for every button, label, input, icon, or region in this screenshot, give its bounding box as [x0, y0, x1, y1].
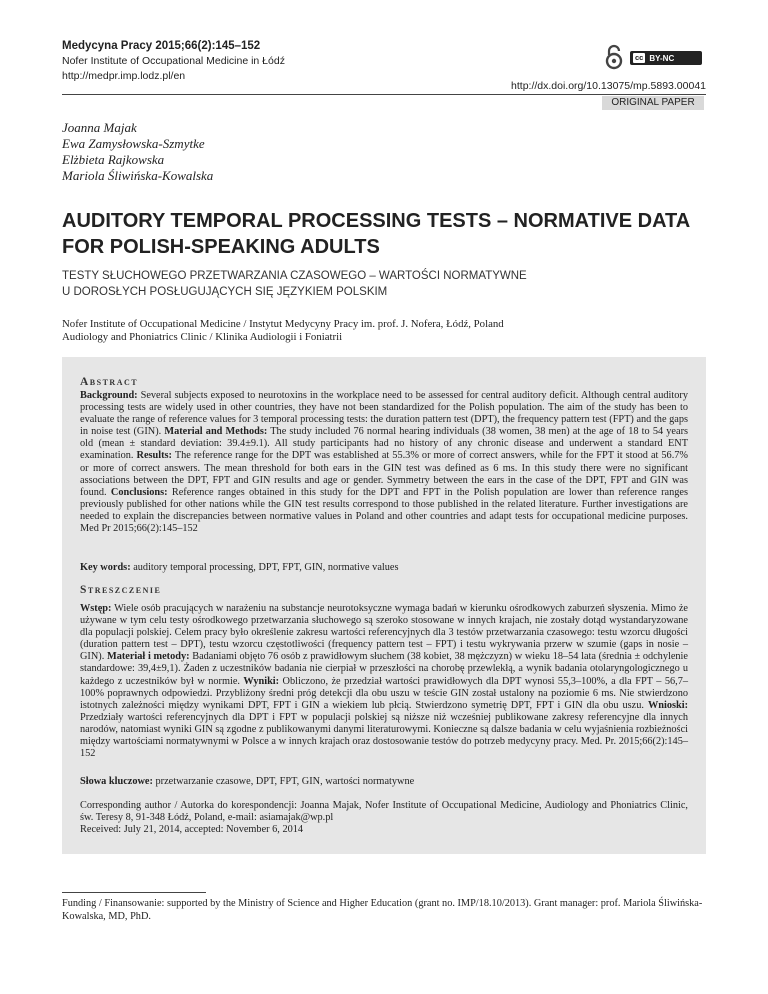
methods-text: The study included 76 normal hearing individuals (38 women, 38 men) at the age of 18 to 54 years old (mean ± standard deviation: 39.4±9.1). All study participants had no history of any chronic disease and underwent a standard ENT examination. [80, 426, 689, 462]
header-divider [62, 94, 706, 95]
paper-type-label: ORIGINAL PAPER [602, 96, 704, 110]
article-title-line: AUDITORY TEMPORAL PROCESSING TESTS – NORMATIVE DATA [62, 210, 691, 232]
article-title-polish-line: U DOROSŁYCH POSŁUGUJĄCYCH SIĘ JĘZYKIEM POLSKIM [62, 286, 388, 298]
wyniki-label: Wyniki: [243, 675, 280, 687]
journal-institute: Nofer Institute of Occupational Medicine in Łódź [62, 55, 285, 67]
keywords-text: auditory temporal processing, DPT, FPT, GIN, normative values [130, 562, 399, 573]
journal-name: Medycyna Pracy 2015;66(2):145–152 [62, 40, 261, 52]
article-title-polish [62, 268, 722, 300]
author: Elżbieta Rajkowska [62, 152, 165, 167]
article-title-polish-line: TESTY SŁUCHOWEGO PRZETWARZANIA CZASOWEGO – WARTOŚCI NORMATYWNE [62, 270, 527, 282]
license-label: BY-NC [649, 53, 675, 63]
results-label: Results: [136, 450, 172, 462]
slowa-kluczowe-label: Słowa kluczowe: [80, 776, 153, 787]
cc-icon: cc [632, 52, 646, 64]
wstep-text: Wiele osób pracujących w narażeniu na substancje neurotoksyczne wymaga badań w kierunku ośrodkowych zaburzeń słyszenia. Mimo że używane w tym celu testy ośrodkowego przetwarzania słuchowego są szeroko stosowane w innych krajach, nie zostały dotąd wystandaryzowane dla populacji polskiej. Celem pracy było określenie zakresu wartości referencyjnych dla 3 testów przetwarzania czasowego: testu wzorcu długości (duration pattern test – DPT), testu wzorcu częstotliwości (frequency pattern test – FPT) i testu wykrywania przerw w szumie (gaps in nosie – GIN). [80, 603, 688, 663]
article-title [62, 208, 722, 260]
material-label: Materiał i metody: [106, 651, 190, 663]
wnioski-label: Wnioski: [647, 699, 688, 711]
open-access-icon [604, 44, 624, 70]
correspondence-block [80, 800, 688, 836]
journal-url[interactable]: http://medpr.imp.lodz.pl/en [62, 70, 186, 82]
streszczenie-text [80, 603, 688, 760]
affiliation-line: Nofer Institute of Occupational Medicine / Instytut Medycyny Pracy im. prof. J. Nofera, Łódź, Poland [62, 318, 504, 330]
footnote-divider [62, 892, 206, 893]
material-text: Badaniami objęto 76 osób z prawidłowym słuchem (38 kobiet, 38 mężczyzn) w wieku 18–54 lata (średnia ± odchylenie standardowe: 39,4±9,1). Żaden z uczestników badania nie cierpiał w przeszłości na chorobę przewlekłą, a wynik badania otolaryngologicznego u każdego z uczestników był w normie. [80, 651, 688, 687]
abstract-heading: Abstract [80, 376, 139, 388]
slowa-kluczowe-text: przetwarzanie czasowe, DPT, FPT, GIN, wartości normatywne [152, 776, 415, 787]
wstep-label: Wstęp: [80, 603, 112, 614]
methods-label: Material and Methods: [164, 426, 268, 438]
wnioski-text: Przedziały wartości referencyjnych dla DPT i FPT w populacji polskiej są niższe niż wcześniej publikowane zakresy referencyjne dla innych narodów, natomiast wyniki GIN są zgodne z publikowanymi danymi literaturowymi. Konieczne są dalsze badania w celu wyjaśnienia rozbieżności między wartościami normatywnymi w Polsce a w innych krajach oraz dostosowanie testów do potrzeb medycyny pracy. Med. Pr. 2015;66(2):145–152 [80, 711, 688, 760]
results-text: The reference range for the DPT was established at 55.3% or more of correct answers, while for the FPT it stood at 56.7% or more of correct answers. The mean threshold for both ears in the GIN test was defined as 6 ms. In this study there were no significant associations between the DPT, FPT and GIN results and age or gender. Symmetry between the ears in the case of the DPT, FPT and GIN was found. [80, 450, 689, 498]
keywords-label: Key words: [80, 562, 131, 573]
affiliation [62, 318, 504, 344]
keywords-pl [80, 776, 688, 788]
author: Ewa Zamysłowska-Szmytke [62, 136, 205, 151]
background-label: Background: [80, 390, 138, 401]
abstract-text [80, 390, 688, 535]
streszczenie-heading: Streszczenie [80, 584, 162, 596]
license-badge[interactable] [630, 51, 702, 65]
conclusions-text: Reference ranges obtained in this study for the DPT and FPT in the Polish population are lower than reference ranges previously published for other nations while the GIN test results correspond to those published in the related literature. Further investigations are needed to explain the discrepancies between normative values in Poland and other countries and adapt tests for occupational medicine purposes. Med Pr 2015;66(2):145–152 [80, 486, 689, 535]
article-title-line: FOR POLISH-SPEAKING ADULTS [62, 236, 380, 258]
doi-link[interactable]: http://dx.doi.org/10.13075/mp.5893.00041 [511, 80, 706, 92]
funding-note: Funding / Finansowanie: supported by the Ministry of Science and Higher Education (grant no. IMP/18.10/2013). Grant manager: prof. Mariola Śliwińska-Kowalska, MD, PhD. [62, 898, 703, 922]
conclusions-label: Conclusions: [110, 486, 168, 498]
affiliation-line: Audiology and Phoniatrics Clinic / Klinika Audiologii i Foniatrii [62, 331, 343, 343]
author: Mariola Śliwińska-Kowalska [62, 168, 214, 183]
background-text: Several subjects exposed to neurotoxins in the workplace need to be assessed for central auditory deficit. Although central auditory processing tests are widely used in other countries, they have not been standardized for the Polish population. The aim of the study has been to evaluate the range of reference values for 3 temporal processing tests: the duration pattern test (DPT), the frequency pattern test (FPT) and the gaps in noise test (GIN). [80, 390, 688, 438]
received-dates: Received: July 21, 2014, accepted: November 6, 2014 [80, 824, 304, 836]
wyniki-text: Obliczono, że przedział wartości prawidłowych dla DPT wynosi 55,3–100%, a dla FPT – 56,7–100% poprawnych odpowiedzi. Przybliżony średni próg detekcji dla obu uszu w teście GIN został ustalony na poziomie 6 ms. Nie stwierdzono istotnych zależności między wynikami DPT, FPT i GIN a wiekiem lub płcią. Stwierdzono symetrię DPT, FPT i GIN dla obu uszu. [80, 675, 688, 711]
author-list [62, 120, 213, 184]
corresponding-author: Corresponding author / Autorka do korespondencji: Joanna Majak, Nofer Institute of Occupational Medicine, Audiology and Phoniatrics Clinic, św. Teresy 8, 91-348 Łódź, Poland, e-mail: asiamajak@wp.pl [80, 800, 688, 824]
keywords-en [80, 562, 688, 574]
author: Joanna Majak [62, 120, 137, 135]
